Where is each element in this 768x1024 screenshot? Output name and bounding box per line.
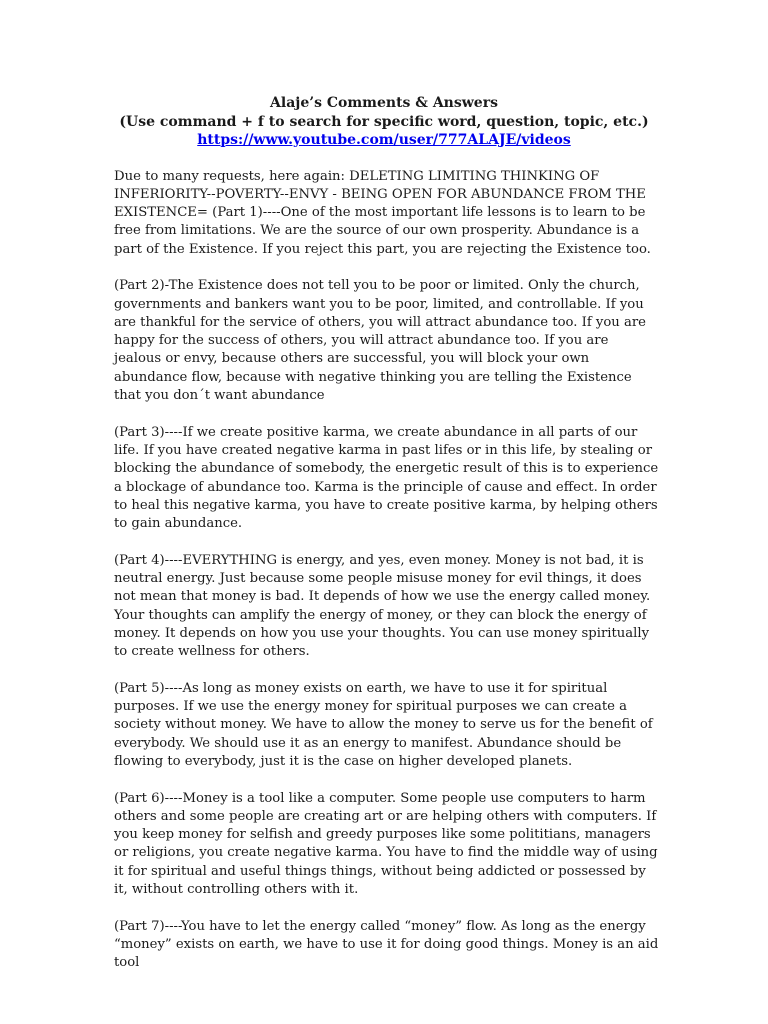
document-body xyxy=(114,168,659,973)
paragraph-part-2 xyxy=(114,277,659,405)
paragraph-lead: (Part 7) xyxy=(114,918,165,934)
paragraph-text: ----If we create positive karma, we create abundance in all parts of our life. If you have created negative karma in past lifes or in this life, by stealing or blocking the abundance of somebody, the energetic result of this is to experience a blockage of abundance too. Karma is the principle of cause and effect. In order to heal this negative karma, you have to create positive karma, by helping others to gain abundance. xyxy=(114,424,659,532)
paragraph-text: Due to many requests, here again: DELETING LIMITING THINKING OF INFERIORITY--POVERTY--ENVY - BEING OPEN FOR ABUNDANCE FROM THE EXISTENCE= (Part 1)----One of the most important life lessons is to learn to be free from limitations. We are the source of our own prosperity. Abundance is a part of the Existence. If you reject this part, you are rejecting the Existence too. xyxy=(114,168,651,257)
paragraph-part-7 xyxy=(114,918,659,973)
paragraph-text: ----You have to let the energy called “money” flow. As long as the energy “money” exists on earth, we have to use it for doing good things. Money is an aid tool xyxy=(114,918,659,971)
paragraph-lead: (Part 3) xyxy=(114,424,165,440)
paragraph-text: -The Existence does not tell you to be poor or limited. Only the church, governments and bankers want you to be poor, limited, and controllable. If you are thankful for the service of others, you will attract abundance too. If you are happy for the success of others, you will attract abundance too. If you are jealous or envy, because others are successful, you will block your own abundance flow, because with negative thinking you are telling the Existence that you don´t want abundance xyxy=(114,278,646,404)
paragraph-part-4 xyxy=(114,552,659,662)
paragraph-text: ----Money is a tool like a computer. Some people use computers to harm others and some people are creating art or are helping others with computers. If you keep money for selfish and greedy purposes like some polititians, managers or religions, you create negative karma. You have to find the middle way of using it for spiritual and useful things things, without being addicted or possessed by it, without controlling others with it. xyxy=(114,790,658,898)
paragraph-intro xyxy=(114,168,659,259)
youtube-link[interactable]: https://www.youtube.com/user/777ALAJE/videos xyxy=(197,132,571,148)
paragraph-part-3 xyxy=(114,424,659,534)
paragraph-part-6 xyxy=(114,790,659,900)
paragraph-lead: (Part 6) xyxy=(114,790,165,806)
paragraph-text: ----As long as money exists on earth, we have to use it for spiritual purposes. If we use the energy money for spiritual purposes we can create a society without money. We have to allow the money to serve us for the benefit of everybody. We should use it as an energy to manifest. Abundance should be flowing to everybody, just it is the case on higher developed planets. xyxy=(114,680,653,769)
paragraph-lead: (Part 4) xyxy=(114,552,165,568)
paragraph-part-5 xyxy=(114,680,659,771)
paragraph-text: ----EVERYTHING is energy, and yes, even money. Money is not bad, it is neutral energy. Just because some people misuse money for evil things, it does not mean that money is bad. It depends of how we use the energy called money. Your thoughts can amplify the energy of money, or they can block the energy of money. It depends on how you use your thoughts. You can use money spiritually to create wellness for others. xyxy=(114,552,651,660)
document-header xyxy=(114,94,654,150)
paragraph-lead: (Part 2) xyxy=(114,278,165,294)
document-title: Alaje’s Comments & Answers xyxy=(270,95,498,111)
search-instruction: (Use command + f to search for specific word, question, topic, etc.) xyxy=(119,113,649,130)
paragraph-lead: (Part 5) xyxy=(114,680,165,696)
